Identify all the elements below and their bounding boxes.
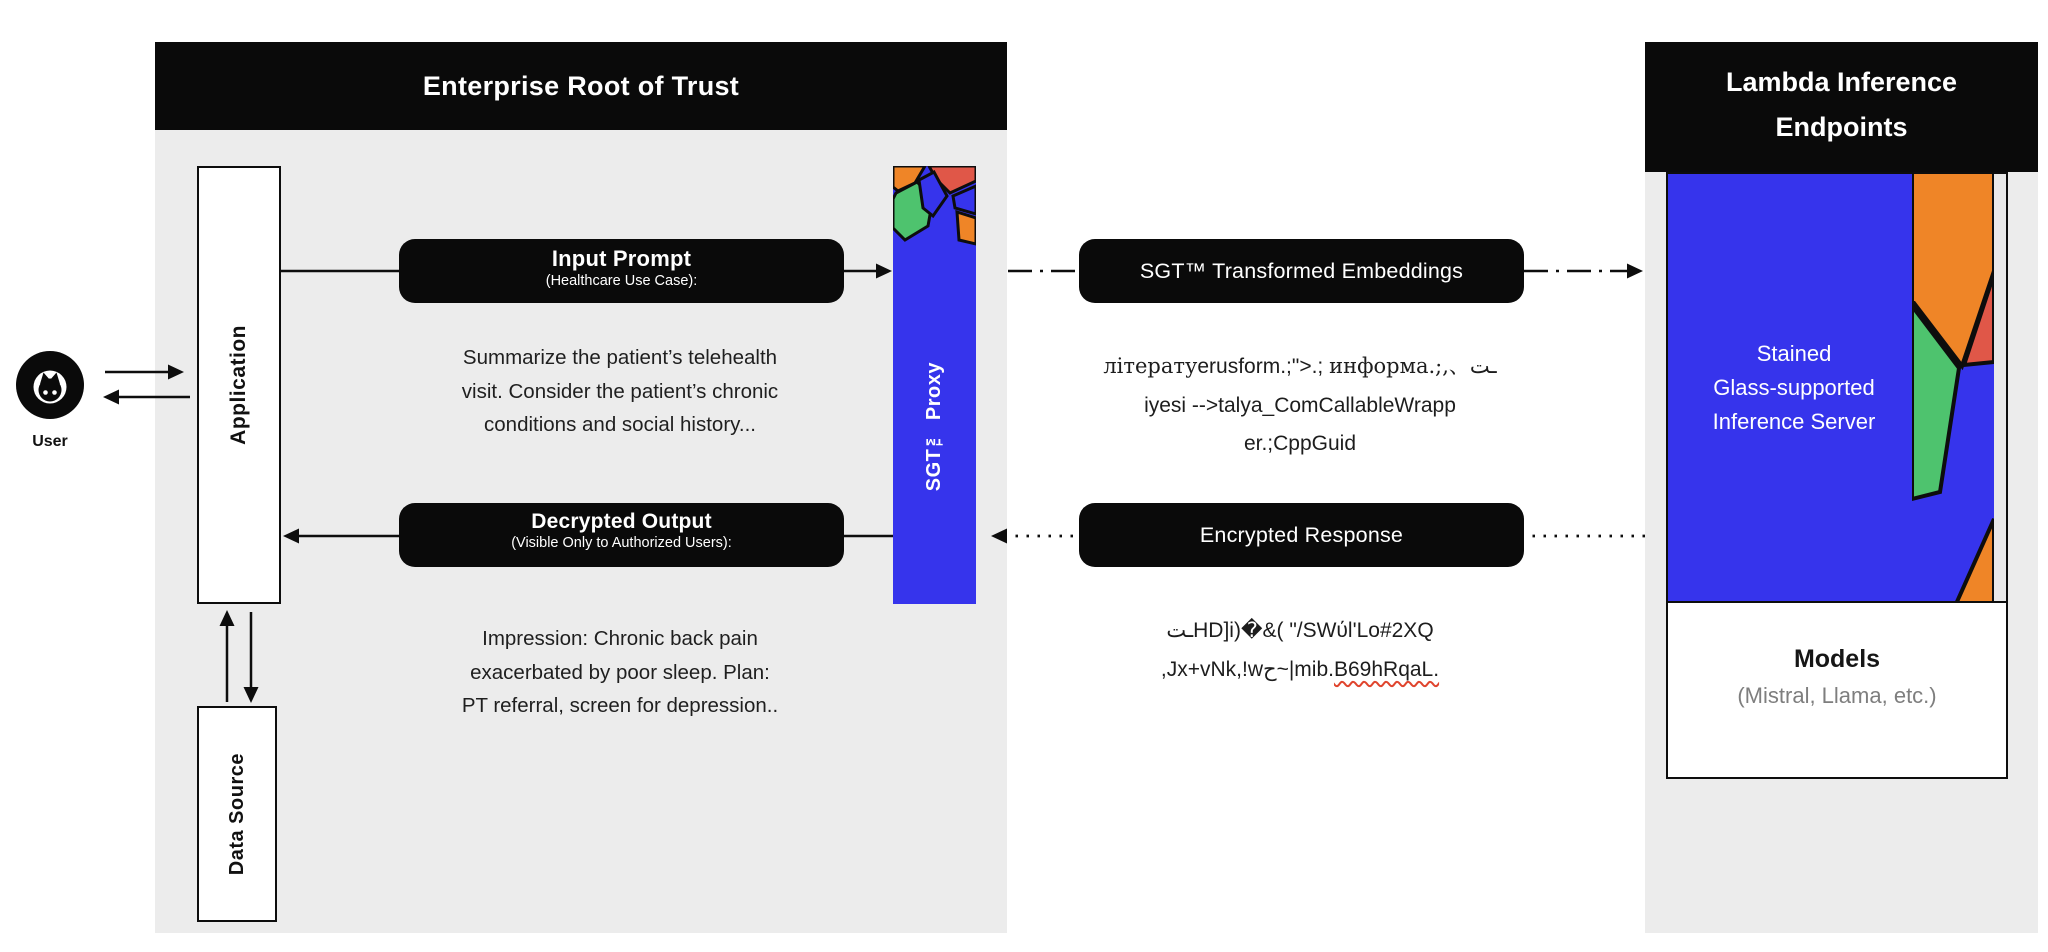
decrypted-output-body-line1: Impression: Chronic back pain (482, 627, 758, 650)
server-label-line2: Glass-supported (1713, 374, 1875, 400)
models-subtitle: (Mistral, Llama, etc.) (1737, 683, 1937, 708)
encrypted-response-title: Encrypted Response (1199, 522, 1404, 547)
response-garbled-line2-pre: ,Jx+vNk,!wح~|mib. (1160, 657, 1334, 681)
transformed-embeddings-title: SGT™ Transformed Embeddings (1139, 258, 1464, 283)
garbled-cyrillic-seg2: информа.;, (1329, 354, 1449, 378)
application-box (197, 166, 281, 604)
proxy-to-app-arrowhead-icon (283, 529, 299, 544)
server-label (1668, 174, 1920, 601)
application-label: Application (227, 325, 250, 445)
garbled-latin-seg: erusform.;">.; (1197, 355, 1330, 378)
response-garbled-text (1055, 612, 1545, 689)
data-source-label: Data Source (225, 752, 248, 876)
lambda-to-proxy-arrowhead-icon (991, 529, 1007, 544)
embeddings-garbled-text (1055, 347, 1545, 464)
server-stained-glass-icon (1912, 174, 1994, 601)
input-prompt-body (380, 341, 860, 442)
data-source-box (197, 706, 277, 922)
embeddings-garbled-line3: er.;CppGuid (1243, 432, 1357, 455)
garbled-arabic-seg: 、ـت (1448, 355, 1497, 378)
user-to-app-arrowhead-icon (168, 365, 184, 380)
enterprise-panel-title: Enterprise Root of Trust (155, 42, 1007, 130)
decrypted-output-body-line3: PT referral, screen for depression.. (461, 694, 779, 717)
input-prompt-body-line1: Summarize the patient’s telehealth (462, 346, 778, 369)
app-to-user-arrowhead-icon (103, 390, 119, 405)
decrypted-output-body-line2: exacerbated by poor sleep. Plan: (470, 660, 770, 684)
input-prompt-title: Input Prompt (551, 246, 692, 271)
server-label-line1: Stained (1756, 340, 1832, 366)
transformed-embeddings-pill (1079, 239, 1524, 303)
embeddings-garbled-line1 (1055, 347, 1545, 387)
embeddings-garbled-line2: iyesi -->talya_ComCallableWrapp (1144, 393, 1456, 417)
app-to-datasource-arrowhead-icon (244, 687, 259, 703)
models-title: Models (1793, 645, 1881, 673)
proxy-stained-glass-icon (893, 166, 976, 250)
input-prompt-body-line2: visit. Consider the patient’s chronic (461, 379, 779, 403)
sgt-proxy-label: SGT™ Proxy (923, 362, 945, 492)
lambda-title-line1: Lambda Inference (1725, 67, 1958, 97)
datasource-to-app-arrowhead-icon (220, 610, 235, 626)
decrypted-output-subtitle: (Visible Only to Authorized Users): (511, 535, 732, 551)
decrypted-output-body (380, 622, 860, 723)
sgt-proxy-column (893, 166, 976, 604)
lambda-title-line2: Endpoints (1775, 112, 1908, 142)
server-label-line3: Inference Server (1712, 408, 1876, 434)
input-prompt-body-line3: conditions and social history... (484, 413, 756, 436)
user-label: User (32, 433, 68, 450)
response-garbled-line2-misspelled: B69hRqaL. (1333, 657, 1440, 681)
proxy-to-lambda-arrowhead-icon (1627, 264, 1643, 279)
response-garbled-line1: ـتHD]i)�&( "/SWύl'Lo#2XQ (1166, 619, 1434, 642)
user-icon (10, 345, 90, 425)
input-prompt-subtitle: (Healthcare Use Case): (545, 273, 698, 289)
input-prompt-pill (399, 239, 844, 303)
response-garbled-line2 (1055, 651, 1545, 690)
encrypted-response-pill (1079, 503, 1524, 567)
decrypted-output-pill (399, 503, 844, 567)
garbled-cyrillic-seg: літерату (1103, 354, 1198, 378)
stained-glass-server-box (1666, 172, 2008, 603)
models-box (1666, 601, 2008, 779)
decrypted-output-title: Decrypted Output (531, 510, 712, 533)
app-to-proxy-arrowhead-icon (876, 264, 892, 279)
